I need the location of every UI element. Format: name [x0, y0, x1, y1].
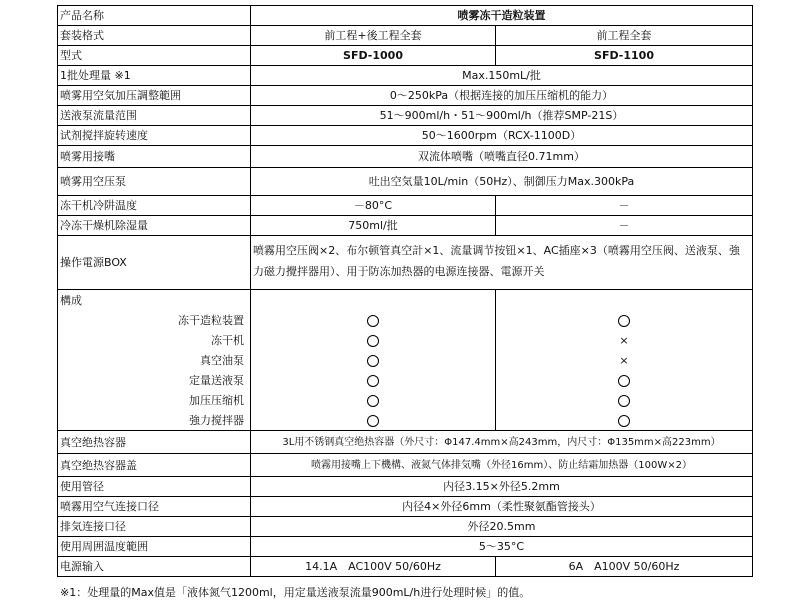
- row-label: 真空绝热容器盖: [58, 454, 251, 477]
- row-label: 试剂搅拌旋转速度: [58, 126, 251, 146]
- circle-mark: [367, 335, 379, 347]
- row-value: 双流体喷嘴（喷嘴直径0.71mm）: [251, 146, 753, 168]
- footnote: ※1：处理量的Max值是「液体氮气1200ml，用定量送液泵流量900mL/h进行处理时候」的值。: [60, 586, 531, 599]
- table-row: [58, 431, 753, 454]
- component-name: 定量送液泵: [58, 370, 251, 390]
- set-a: 前工程+後工程全套: [251, 26, 496, 46]
- row-value: Max.150mL/批: [251, 66, 753, 86]
- composition-row: [58, 330, 753, 350]
- table-row: [58, 497, 753, 517]
- row-label: 1批处理量 ※1: [58, 66, 251, 86]
- component-b: [496, 390, 753, 410]
- row-label: 电源输入: [58, 557, 251, 577]
- table-row: [58, 46, 753, 66]
- composition-row: [58, 410, 753, 431]
- circle-mark: [367, 375, 379, 387]
- row-label: 使用管径: [58, 477, 251, 497]
- circle-mark: [618, 375, 630, 387]
- dehum-b: －: [496, 216, 753, 236]
- table-row: [58, 216, 753, 236]
- row-value: 51～900ml/h・51～900ml/h（推荐SMP-21S）: [251, 106, 753, 126]
- row-value: 内径3.15×外径5.2mm: [251, 477, 753, 497]
- row-value: 50～1600rpm（RCX-1100D）: [251, 126, 753, 146]
- table-row: [58, 196, 753, 216]
- component-a: [251, 350, 496, 370]
- circle-mark: [367, 415, 379, 427]
- row-label: 喷雾用接嘴: [58, 146, 251, 168]
- row-label: 喷霧用空气连接口径: [58, 497, 251, 517]
- row-label: 冻干机冷阱温度: [58, 196, 251, 216]
- row-value: 3L用不锈钢真空绝热容器（外尺寸：Φ147.4mm×高243mm，内尺寸：Φ135mm×高223mm）: [251, 431, 753, 454]
- component-name: 冻干机: [58, 330, 251, 350]
- table-row: [58, 86, 753, 106]
- table-row: [58, 517, 753, 537]
- row-label: 冷冻干燥机除湿量: [58, 216, 251, 236]
- component-b: [496, 370, 753, 390]
- model-b: SFD-1100: [496, 46, 753, 66]
- model-a: SFD-1000: [251, 46, 496, 66]
- component-name: 強力搅拌器: [58, 410, 251, 431]
- circle-mark: [367, 315, 379, 327]
- component-name: 冻干造粒装置: [58, 310, 251, 330]
- table-row: [58, 454, 753, 477]
- row-value: 喷霧用接嘴上下機構、液氮气体排気嘴（外径16mm）、防止结霜加热器（100W×2）: [251, 454, 753, 477]
- composition-row: [58, 370, 753, 390]
- table-row: [58, 168, 753, 196]
- table-row: [58, 236, 753, 290]
- table-row: [58, 126, 753, 146]
- row-label: 操作電源BOX: [58, 236, 251, 290]
- circle-mark: [367, 395, 379, 407]
- table-row: [58, 557, 753, 577]
- row-value: 0～250kPa（根据连接的加压压缩机的能力）: [251, 86, 753, 106]
- circle-mark: [367, 355, 379, 367]
- table-row: [58, 146, 753, 168]
- row-label: 套装格式: [58, 26, 251, 46]
- row-value: 喷霧用空压阀×2、布尔顿管真空計×1、流量调节按钮×1、AC插座×3（喷霧用空压阀、送液泵、強力磁力攪拌器用）、用于防冻加热器的电源连接器、電源开关: [251, 236, 753, 290]
- component-name: 加压压缩机: [58, 390, 251, 410]
- circle-mark: [618, 415, 630, 427]
- component-a: [251, 410, 496, 431]
- row-label: 喷雾用空压泵: [58, 168, 251, 196]
- component-name: 真空油泵: [58, 350, 251, 370]
- table-row: [58, 6, 753, 26]
- cross-mark: ×: [619, 333, 629, 347]
- row-label: 使用周囲温度範囲: [58, 537, 251, 557]
- row-label: 喷雾用空気加压調整範囲: [58, 86, 251, 106]
- trap-a: －80°C: [251, 196, 496, 216]
- component-a: [251, 370, 496, 390]
- circle-mark: [618, 395, 630, 407]
- component-a: [251, 330, 496, 350]
- row-label: 排気连接口径: [58, 517, 251, 537]
- component-b: [496, 410, 753, 431]
- table-row: [58, 290, 753, 311]
- row-value: 吐出空気量10L/min（50Hz）、制御压力Max.300kPa: [251, 168, 753, 196]
- power-a: 14.1A AC100V 50/60Hz: [251, 557, 496, 577]
- row-label: 型式: [58, 46, 251, 66]
- table-row: [58, 477, 753, 497]
- cross-mark: ×: [619, 353, 629, 367]
- dehum-a: 750ml/批: [251, 216, 496, 236]
- spec-table: [57, 5, 753, 577]
- composition-row: [58, 310, 753, 330]
- row-label: 产品名称: [58, 6, 251, 26]
- product-name: 喷雾冻干造粒装置: [251, 6, 753, 26]
- trap-b: －: [496, 196, 753, 216]
- row-value: 5～35°C: [251, 537, 753, 557]
- power-b: 6A A100V 50/60Hz: [496, 557, 753, 577]
- component-b: [496, 330, 753, 350]
- row-value: 外径20.5mm: [251, 517, 753, 537]
- table-row: [58, 537, 753, 557]
- component-a: [251, 310, 496, 330]
- component-b: [496, 350, 753, 370]
- row-value: 内径4×外径6mm（柔性聚氨酯管接头）: [251, 497, 753, 517]
- composition-row: [58, 350, 753, 370]
- component-b: [496, 310, 753, 330]
- table-row: [58, 106, 753, 126]
- row-label: 構成: [58, 290, 251, 311]
- row-label: 送液泵流量范围: [58, 106, 251, 126]
- set-b: 前工程全套: [496, 26, 753, 46]
- table-row: [58, 66, 753, 86]
- circle-mark: [618, 315, 630, 327]
- row-label: 真空绝热容器: [58, 431, 251, 454]
- composition-row: [58, 390, 753, 410]
- table-row: [58, 26, 753, 46]
- component-a: [251, 390, 496, 410]
